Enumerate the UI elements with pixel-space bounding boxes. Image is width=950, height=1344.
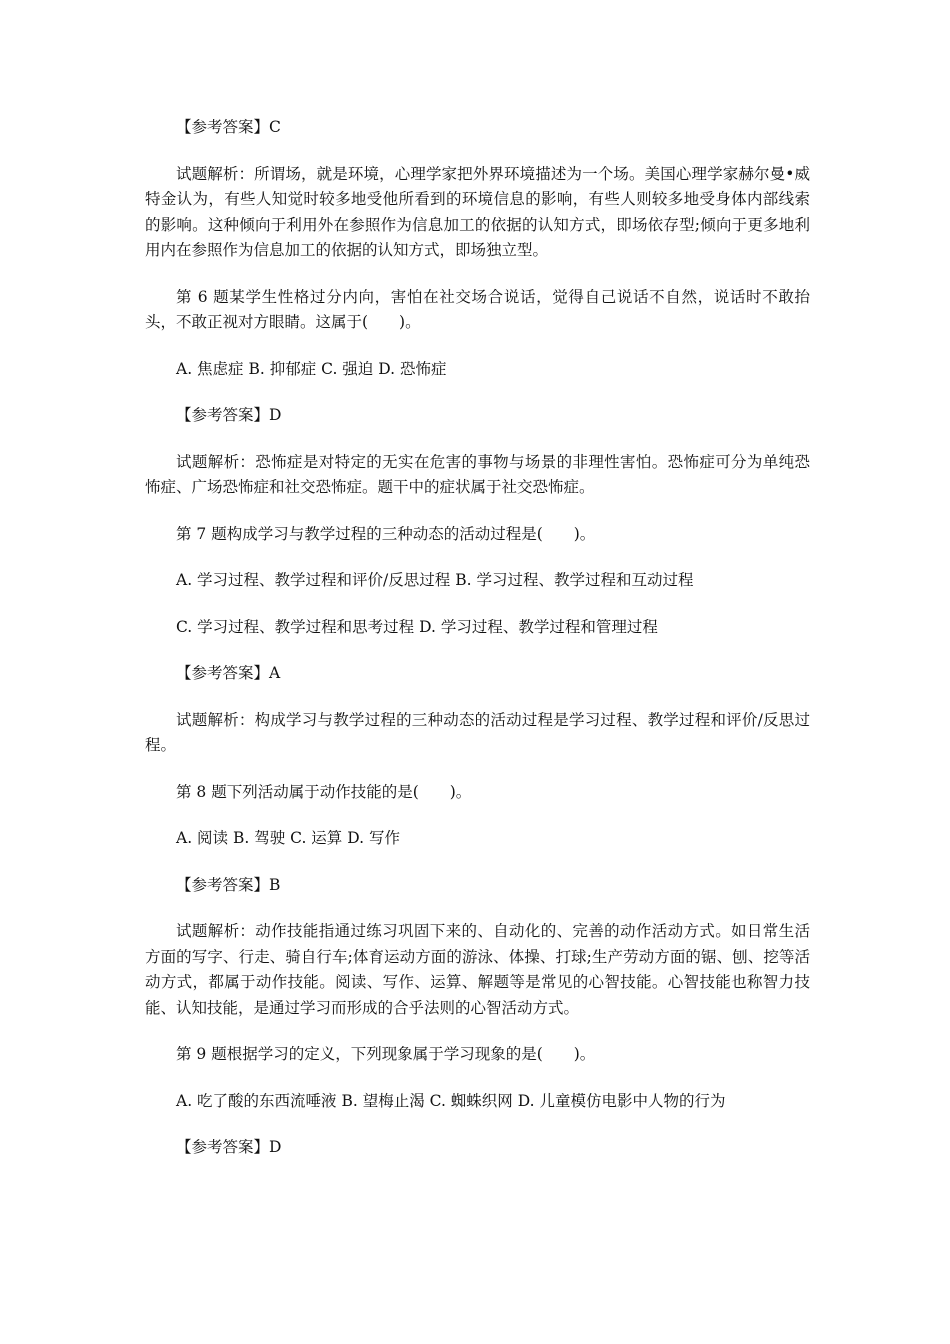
options-line: A. 焦虑症 B. 抑郁症 C. 强迫 D. 恐怖症: [176, 359, 447, 378]
explanation-paragraph: 试题解析：构成学习与教学过程的三种动态的活动过程是学习过程、教学过程和评价/反思过程。: [145, 710, 810, 754]
question-6: 第 6 题某学生性格过分内向，害怕在社交场合说话，觉得自己说话不自然，说话时不敢抬头，不敢正视对方眼睛。这属于( )。: [145, 287, 810, 331]
question-7: 第 7 题构成学习与教学过程的三种动态的活动过程是( )。: [176, 524, 596, 543]
answer-line: 【参考答案】B: [176, 875, 281, 894]
question-9: 第 9 题根据学习的定义，下列现象属于学习现象的是( )。: [176, 1045, 596, 1063]
answer-line: 【参考答案】C: [176, 118, 281, 136]
answer-line: 【参考答案】D: [176, 1138, 282, 1156]
options-line: A. 学习过程、教学过程和评价/反思过程 B. 学习过程、教学过程和互动过程: [176, 571, 694, 589]
explanation-paragraph: 试题解析：动作技能指通过练习巩固下来的、自动化的、完善的动作活动方式。如日常生活方面的写字、行走、骑自行车;体育运动方面的游泳、体操、打球;生产劳动方面的锯、刨、挖等活动方式，都属于动作技能。阅读、写作、运算、解题等是常见的心智技能。心智技能也称智力技能、认知技能，是通过学习而形成的合乎法则的心智活动方式。: [145, 922, 810, 1017]
explanation-paragraph: 试题解析：恐怖症是对特定的无实在危害的事物与场景的非理性害怕。恐怖症可分为单纯恐怖症、广场恐怖症和社交恐怖症。题干中的症状属于社交恐怖症。: [145, 452, 810, 496]
options-line: A. 阅读 B. 驾驶 C. 运算 D. 写作: [176, 829, 400, 847]
document-body: [145, 115, 810, 1182]
question-8: 第 8 题下列活动属于动作技能的是( )。: [176, 782, 472, 801]
options-line: A. 吃了酸的东西流唾液 B. 望梅止渴 C. 蜘蛛织网 D. 儿童模仿电影中人物的行为: [176, 1091, 726, 1110]
answer-line: 【参考答案】A: [176, 664, 281, 682]
answer-line: 【参考答案】D: [176, 406, 282, 424]
explanation-paragraph: 试题解析：所谓场，就是环境，心理学家把外界环境描述为一个场。美国心理学家赫尔曼•威特金认为，有些人知觉时较多地受他所看到的环境信息的影响，有些人则较多地受身体内部线索的影响。这种倾向于利用外在参照作为信息加工的依据的认知方式，即场依存型;倾向于更多地利用内在参照作为信息加工的依据的认知方式，即场独立型。: [145, 164, 810, 259]
options-line: C. 学习过程、教学过程和思考过程 D. 学习过程、教学过程和管理过程: [176, 617, 658, 636]
